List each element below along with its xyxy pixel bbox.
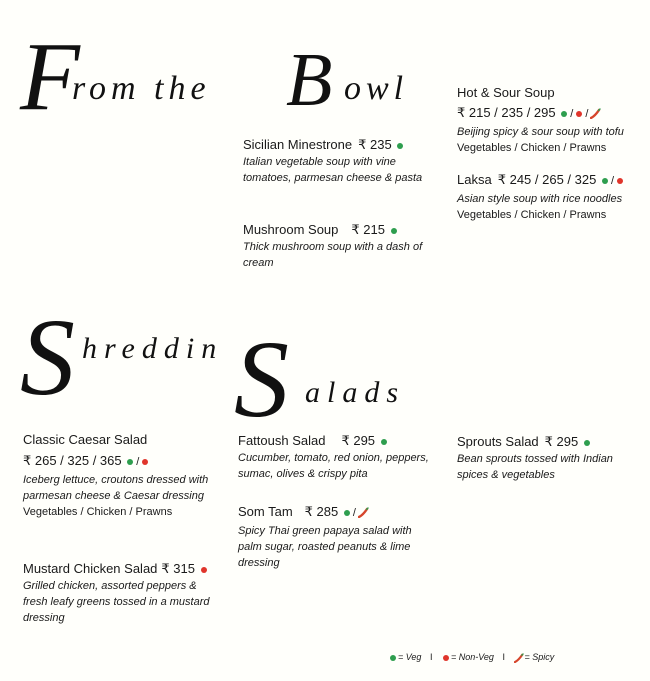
veg-icon — [344, 510, 350, 516]
item-name: Mustard Chicken Salad — [23, 561, 158, 576]
non-veg-icon — [617, 178, 623, 184]
item-name-row — [238, 432, 433, 449]
non-veg-icon — [142, 459, 148, 465]
item-price-row — [457, 104, 647, 123]
separator: / — [585, 108, 589, 120]
menu-item-sprouts-salad — [457, 433, 642, 483]
item-name-row — [243, 221, 423, 238]
menu-item-sicilian-minestrone — [243, 136, 428, 186]
item-description: Italian vegetable soup with vine tomatoes, parmesan cheese & pasta — [243, 156, 423, 184]
item-price: ₹ 295 — [544, 434, 579, 449]
dietary-legend — [388, 652, 554, 663]
veg-icon — [391, 228, 397, 234]
veg-icon — [584, 440, 590, 446]
menu-item-laksa — [457, 171, 647, 223]
non-veg-icon — [576, 111, 582, 117]
item-name-row — [457, 171, 647, 190]
item-name-row — [457, 433, 642, 450]
item-description: Beijing spicy & sour soup with tofu — [457, 126, 624, 138]
non-veg-icon — [443, 655, 449, 661]
non-veg-icon — [201, 567, 207, 573]
heading-word-owl: owl — [344, 70, 409, 107]
item-name: Mushroom Soup — [243, 222, 339, 237]
item-price: ₹ 235 — [358, 137, 392, 152]
separator: / — [352, 507, 356, 519]
item-description: Thick mushroom soup with a dash of cream — [243, 241, 423, 269]
separator: / — [610, 175, 615, 187]
item-description: Grilled chicken, assorted peppers & fresh leafy greens tossed in a mustard dressing — [23, 580, 210, 624]
menu-item-hot-sour-soup — [457, 84, 647, 156]
item-price: ₹ 245 / 265 / 325 — [497, 172, 597, 187]
item-price: ₹ 285 — [304, 504, 339, 519]
menu-item-som-tam — [238, 503, 433, 571]
legend-veg: = Veg — [398, 652, 422, 662]
legend-divider: I — [429, 652, 433, 662]
item-price: ₹ 215 — [351, 222, 385, 237]
legend-divider: I — [502, 652, 505, 662]
heading-initial-s: S — [20, 296, 75, 418]
separator: / — [136, 456, 140, 468]
item-name: Classic Caesar Salad — [23, 432, 148, 447]
menu-item-fattoush-salad — [238, 432, 433, 482]
item-options: Vegetables / Chicken / Prawns — [457, 142, 607, 154]
veg-icon — [397, 143, 403, 149]
veg-icon — [561, 111, 567, 117]
separator: / — [570, 108, 574, 120]
heading-initial-s-second: S — [234, 318, 289, 440]
item-price: ₹ 315 — [161, 561, 195, 576]
heading-initial-f: F — [20, 23, 80, 131]
item-price-row — [23, 452, 218, 471]
veg-icon — [381, 439, 387, 445]
soup-section-heading — [20, 23, 440, 131]
item-options: Vegetables / Chicken / Prawns — [23, 506, 173, 518]
item-price: ₹ 215 / 235 / 295 — [457, 105, 556, 120]
item-name-row — [23, 560, 223, 577]
item-name: Fattoush Salad — [238, 433, 326, 448]
item-options: Vegetables / Chicken / Prawns — [457, 209, 607, 221]
veg-icon — [127, 459, 133, 465]
item-name: Som Tam — [238, 504, 293, 519]
item-name: Sprouts Salad — [457, 434, 539, 449]
item-description: Asian style soup with rice noodles — [457, 193, 623, 205]
veg-icon — [390, 655, 396, 661]
item-name-row — [238, 503, 433, 522]
item-name: Hot & Sour Soup — [457, 85, 555, 100]
menu-item-classic-caesar-salad — [23, 431, 218, 520]
heading-word-alads: alads — [305, 376, 406, 409]
item-name-row — [243, 136, 428, 153]
item-name: Sicilian Minestrone — [243, 137, 353, 152]
heading-word-from-the: rom the — [72, 70, 211, 107]
menu-item-mustard-chicken-salad — [23, 560, 223, 626]
menu-item-mushroom-soup — [243, 221, 423, 271]
item-description: Cucumber, tomato, red onion, peppers, sumac, olives & crispy pita — [238, 452, 429, 480]
item-price: ₹ 295 — [341, 433, 376, 448]
chili-icon — [514, 653, 524, 663]
chili-icon — [590, 108, 601, 119]
heading-word-shreddin: hreddin — [82, 332, 224, 365]
legend-non-veg: = Non-Veg — [450, 652, 494, 662]
veg-icon — [602, 178, 608, 184]
item-name: Laksa — [457, 172, 492, 187]
item-description: Spicy Thai green papaya salad with palm sugar, roasted peanuts & lime dressing — [238, 525, 412, 569]
item-price: ₹ 265 / 325 / 365 — [23, 453, 122, 468]
item-description: Bean sprouts tossed with Indian spices & vegetables — [457, 453, 613, 481]
legend-spicy: = Spicy — [524, 652, 555, 662]
heading-initial-b: B — [286, 38, 333, 122]
chili-icon — [358, 507, 369, 518]
item-description: Iceberg lettuce, croutons dressed with parmesan cheese & Caesar dressing — [23, 474, 209, 502]
